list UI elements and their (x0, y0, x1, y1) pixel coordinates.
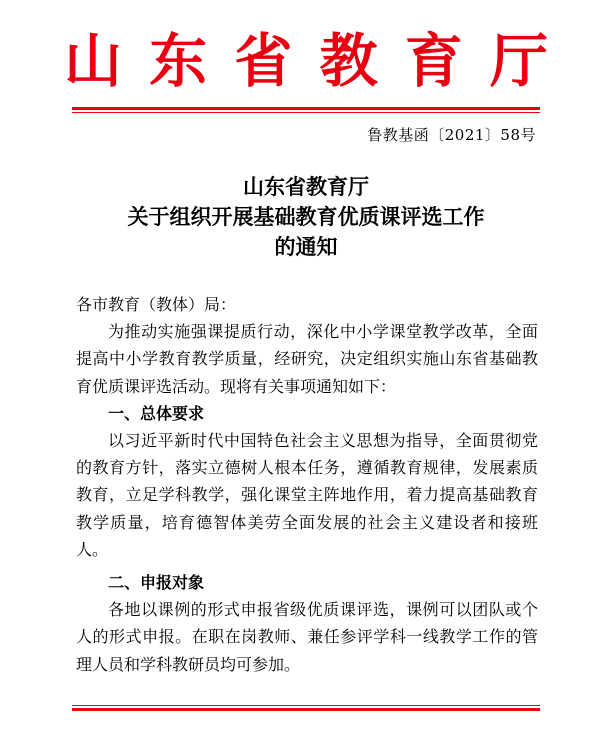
footer-red-rule-thick (72, 708, 540, 711)
document-title (0, 172, 612, 262)
section-heading: 二、申报对象 (108, 573, 205, 593)
header-char: 育 (404, 27, 463, 95)
header-red-rule-thin (72, 112, 540, 113)
title-line: 山东省教育厅 (243, 174, 369, 199)
issuing-authority-header (64, 26, 548, 96)
header-char: 山 (64, 27, 123, 95)
header-char: 教 (319, 27, 378, 95)
title-line: 的通知 (274, 234, 338, 259)
header-red-rule-thick (72, 107, 540, 110)
title-line: 关于组织开展基础教育优质课评选工作 (127, 204, 485, 229)
section-heading: 一、总体要求 (108, 403, 205, 423)
section-paragraph: 以习近平新时代中国特色社会主义思想为指导，全面贯彻党的教育方针，落实立德树人根本任务，遵循教育规律，发展素质教育，立足学科教学，强化课堂主阵地作用，着力提高基础教育教学质量，培育德智体美劳全面发展的社会主义建设者和接班人。 (76, 431, 538, 559)
salutation: 各市教育（教体）局： (76, 295, 237, 314)
document-number: 鲁教基函〔2021〕58号 (367, 126, 536, 144)
footer-red-rule-thin (72, 705, 540, 706)
header-char: 东 (149, 27, 208, 95)
header-char: 省 (234, 27, 293, 95)
header-char: 厅 (489, 27, 548, 95)
intro-paragraph: 为推动实施强课提质行动，深化中小学课堂教学改革，全面提高中小学教育教学质量，经研究，决定组织实施山东省基础教育优质课评选活动。现将有关事项通知如下： (76, 322, 538, 396)
section-paragraph: 各地以课例的形式申报省级优质课评选，课例可以团队或个人的形式申报。在职在岗教师、兼任参评学科一线教学工作的管理人员和学科教研员均可参加。 (76, 600, 538, 674)
document-body (76, 291, 538, 678)
